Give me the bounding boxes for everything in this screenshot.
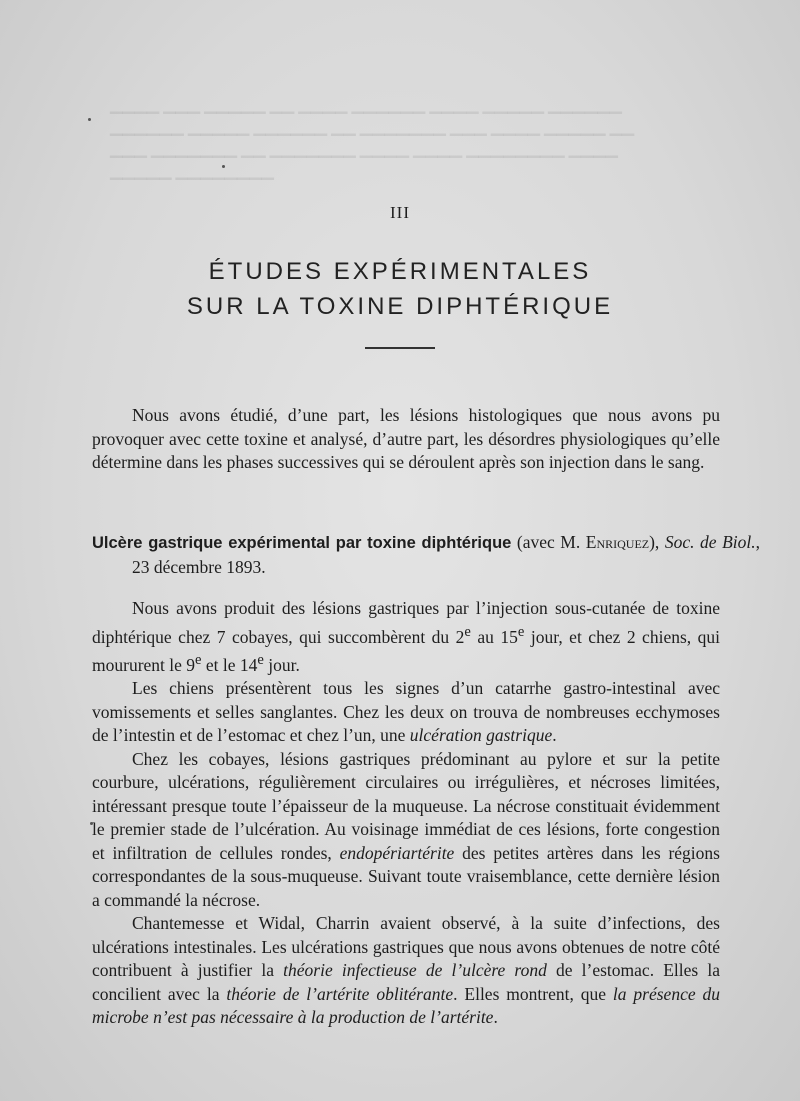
italic-term: théorie de l’artérite oblitérante — [226, 983, 454, 1004]
text-run: et le 14 — [201, 654, 258, 675]
text-run: . Elles montrent, que — [453, 983, 613, 1004]
text-run: . — [493, 1007, 498, 1028]
section-number: III — [390, 203, 410, 222]
collab-name: Enriquez — [585, 532, 650, 552]
italic-term: la présence du microbe n’est pas nécessaire à la production de l’artérite — [92, 983, 720, 1028]
page-title-line-1: ÉTUDES EXPÉRIMENTALES — [208, 258, 592, 285]
collab-prefix: (avec M. — [511, 532, 586, 552]
italic-term: théorie infectieuse de l’ulcère rond — [283, 960, 547, 981]
reference-date: , 23 décembre 1893. — [132, 532, 761, 577]
collab-suffix: ), — [649, 532, 660, 552]
paragraph-4 — [92, 912, 720, 1030]
page-title-line-2: SUR LA TOXINE DIPHTÉRIQUE — [186, 293, 614, 320]
superscript: e — [517, 623, 525, 640]
text-run: jour. — [263, 654, 300, 675]
reference-journal: Soc. de Biol. — [664, 532, 756, 552]
bleed-through-text: ▁▁▁▁ ▁▁▁ ▁▁▁▁▁ ▁▁ ▁▁▁▁ ▁▁▁▁▁▁ ▁▁▁▁ ▁▁▁▁▁ ▁▁▁▁▁▁ ▁▁▁▁▁▁ ▁▁▁▁▁ ▁▁▁▁▁▁ ▁▁ ▁▁▁▁▁▁▁ ▁▁▁ ▁▁▁▁ ▁▁▁▁▁ ▁▁ ▁▁▁ ▁▁▁▁▁▁▁ ▁▁ ▁▁▁▁▁▁▁ ▁▁▁▁ ▁▁▁▁ ▁▁▁▁▁▁▁▁ ▁▁▁▁ ▁▁▁▁▁ ▁▁▁▁▁▁▁▁ — [110, 97, 635, 180]
intro-paragraph: Nous avons étudié, d’une part, les lésions histologiques que nous avons pu provoquer avec cette toxine et analysé, d’autre part, les désordres physiologiques qu’elle détermine dans les phases successives qui se déroulent après son injection dans le sang. — [92, 405, 720, 472]
text-run: . — [552, 725, 557, 746]
text-run: Les chiens présentèrent tous les signes d’un catarrhe gastro-intestinal avec vomissements et selles sanglantes. Chez les deux on trouva de nombreuses ecchymoses de l’intestin et de l’estomac et chez l’un, une — [92, 678, 720, 746]
paragraph-3 — [92, 748, 720, 913]
paragraph-2 — [92, 677, 720, 748]
superscript: e — [257, 651, 264, 668]
italic-term: endopériartérite — [339, 842, 455, 863]
title-divider — [365, 347, 435, 349]
speck — [88, 118, 91, 121]
speck — [222, 165, 225, 168]
text-run: Nous avons produit des lésions gastriques par l’injection sous-cutanée de toxine diphtérique chez 7 cobayes, qui succombèrent du 2 — [92, 598, 720, 647]
text-run: jour, et chez 2 chiens, qui moururent le 9 — [92, 626, 720, 675]
superscript: e — [464, 623, 471, 640]
paragraph-1 — [92, 597, 720, 677]
italic-term: ulcération gastrique — [409, 725, 553, 746]
body-text — [92, 597, 720, 1030]
text-run: de l’estomac. Elles la concilient avec la — [92, 960, 720, 1004]
subsection-title: Ulcère gastrique expérimental par toxine diphtérique — [92, 534, 512, 552]
superscript: e — [195, 651, 202, 668]
text-run: au 15 — [470, 626, 518, 647]
text-run: Chantemesse et Widal, Charrin avaient observé, à la suite d’infections, des ulcérations intestinales. Les ulcérations gastriques que nous avons obtenues de notre côté contribuent à justifier la — [92, 913, 720, 981]
subsection-heading — [92, 531, 760, 579]
text-run: Chez les cobayes, lésions gastriques prédominant au pylore et sur la petite courbure, ulcérations, régulièrement circulaires ou irrégulières, et nécroses limitées, intéressant presque toute l’épaisseur de la muqueuse. La nécrose constituait évidemment le premier stade de l’ulcération. Au voisinage immédiat de ces lésions, forte congestion et infiltration de cellules rondes, — [92, 748, 720, 863]
text-run: des petites artères dans les régions correspondantes de la sous-muqueuse. Suivant toute vraisemblance, cette dernière lésion a commandé la nécrose. — [92, 842, 720, 910]
